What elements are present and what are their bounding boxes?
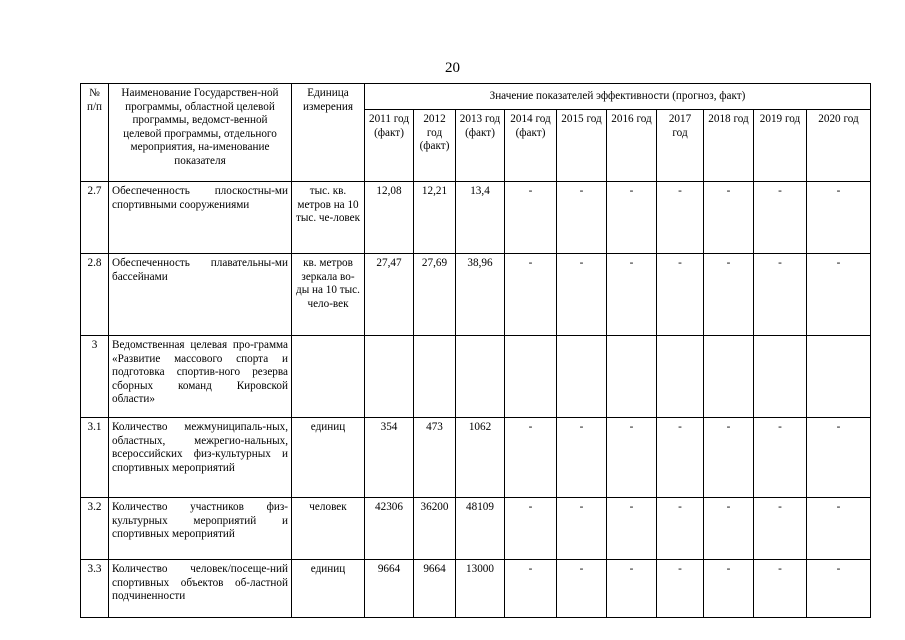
year-header: 2013 год (факт) xyxy=(456,110,505,182)
table-row xyxy=(81,560,871,618)
row-number: 2.8 xyxy=(81,254,109,336)
row-value: - xyxy=(607,254,657,336)
row-value: 9664 xyxy=(414,560,456,618)
row-number: 3 xyxy=(81,336,109,418)
row-value: - xyxy=(657,254,704,336)
row-value: - xyxy=(607,418,657,498)
row-value: 38,96 xyxy=(456,254,505,336)
row-value xyxy=(807,336,871,418)
row-unit: человек xyxy=(292,498,365,560)
row-value: - xyxy=(754,498,807,560)
row-unit: единиц xyxy=(292,560,365,618)
row-number: 3.2 xyxy=(81,498,109,560)
row-value: - xyxy=(505,560,557,618)
row-value xyxy=(657,336,704,418)
row-value: - xyxy=(754,254,807,336)
row-value: 36200 xyxy=(414,498,456,560)
row-unit: тыс. кв. метров на 10 тыс. че-ловек xyxy=(292,182,365,254)
year-header: 2016 год xyxy=(607,110,657,182)
row-value xyxy=(365,336,414,418)
year-header: 2011 год (факт) xyxy=(365,110,414,182)
page-number: 20 xyxy=(445,60,460,76)
year-header: 2015 год xyxy=(557,110,607,182)
table-row xyxy=(81,182,871,254)
row-value: - xyxy=(754,182,807,254)
row-value: - xyxy=(657,498,704,560)
row-value: - xyxy=(807,182,871,254)
row-value: - xyxy=(657,182,704,254)
year-header: 2019 год xyxy=(754,110,807,182)
table-row xyxy=(81,418,871,498)
row-value: 13,4 xyxy=(456,182,505,254)
table-row xyxy=(81,498,871,560)
row-value xyxy=(557,336,607,418)
table-row xyxy=(81,336,871,418)
year-header: 2018 год xyxy=(704,110,754,182)
row-value: 1062 xyxy=(456,418,505,498)
row-value: - xyxy=(807,560,871,618)
row-value: - xyxy=(807,418,871,498)
row-number: 2.7 xyxy=(81,182,109,254)
row-value: - xyxy=(557,498,607,560)
row-value xyxy=(456,336,505,418)
row-value: - xyxy=(657,418,704,498)
row-value: - xyxy=(505,418,557,498)
row-value: - xyxy=(704,560,754,618)
header-name: Наименование Государствен-ной программы, областной целевой программы, ведомст-венной целевой программы, отдельного мероприятия, на-именование показателя xyxy=(109,84,292,182)
header-number: № п/п xyxy=(81,84,109,182)
row-name: Ведомственная целевая про-грамма «Развитие массового спорта и подготовка спортив-ного резерва сборных команд Кировской области» xyxy=(109,336,292,418)
row-value: - xyxy=(505,498,557,560)
row-value: 354 xyxy=(365,418,414,498)
row-value: - xyxy=(807,254,871,336)
row-unit: кв. метров зеркала во-ды на 10 тыс. чело-век xyxy=(292,254,365,336)
row-value: - xyxy=(557,182,607,254)
row-value: 9664 xyxy=(365,560,414,618)
row-value: - xyxy=(505,254,557,336)
indicators-table xyxy=(80,83,871,618)
table-row xyxy=(81,254,871,336)
row-value: - xyxy=(807,498,871,560)
row-value: 48109 xyxy=(456,498,505,560)
row-value: 13000 xyxy=(456,560,505,618)
year-header: 2020 год xyxy=(807,110,871,182)
row-value: - xyxy=(704,418,754,498)
row-value: 473 xyxy=(414,418,456,498)
row-value: - xyxy=(607,182,657,254)
row-value: - xyxy=(607,560,657,618)
row-value: - xyxy=(557,254,607,336)
header-unit: Единица измерения xyxy=(292,84,365,182)
row-value: 42306 xyxy=(365,498,414,560)
row-unit: единиц xyxy=(292,418,365,498)
row-value: - xyxy=(657,560,704,618)
row-value: - xyxy=(704,498,754,560)
row-value: - xyxy=(754,560,807,618)
row-value xyxy=(754,336,807,418)
row-name: Количество межмуниципаль-ных, областных, межрегио-нальных, всероссийских физ-культурных и спортивных мероприятий xyxy=(109,418,292,498)
row-value: - xyxy=(704,182,754,254)
row-value: - xyxy=(754,418,807,498)
row-name: Обеспеченность плавательны-ми бассейнами xyxy=(109,254,292,336)
header-row xyxy=(81,84,871,110)
row-number: 3.1 xyxy=(81,418,109,498)
row-name: Обеспеченность плоскостны-ми спортивными сооружениями xyxy=(109,182,292,254)
row-value xyxy=(607,336,657,418)
row-value: 27,69 xyxy=(414,254,456,336)
row-value: - xyxy=(607,498,657,560)
year-header: 2017 год xyxy=(657,110,704,182)
year-header: 2012 год (факт) xyxy=(414,110,456,182)
row-value: - xyxy=(557,418,607,498)
row-value: 12,08 xyxy=(365,182,414,254)
row-value: - xyxy=(505,182,557,254)
row-value xyxy=(704,336,754,418)
row-value: - xyxy=(557,560,607,618)
row-value: 27,47 xyxy=(365,254,414,336)
row-unit xyxy=(292,336,365,418)
row-value: - xyxy=(704,254,754,336)
row-value xyxy=(505,336,557,418)
year-header: 2014 год (факт) xyxy=(505,110,557,182)
row-value: 12,21 xyxy=(414,182,456,254)
row-name: Количество участников физ-культурных мероприятий и спортивных мероприятий xyxy=(109,498,292,560)
header-values: Значение показателей эффективности (прогноз, факт) xyxy=(365,84,871,110)
row-name: Количество человек/посеще-ний спортивных объектов об-ластной подчиненности xyxy=(109,560,292,618)
row-number: 3.3 xyxy=(81,560,109,618)
row-value xyxy=(414,336,456,418)
